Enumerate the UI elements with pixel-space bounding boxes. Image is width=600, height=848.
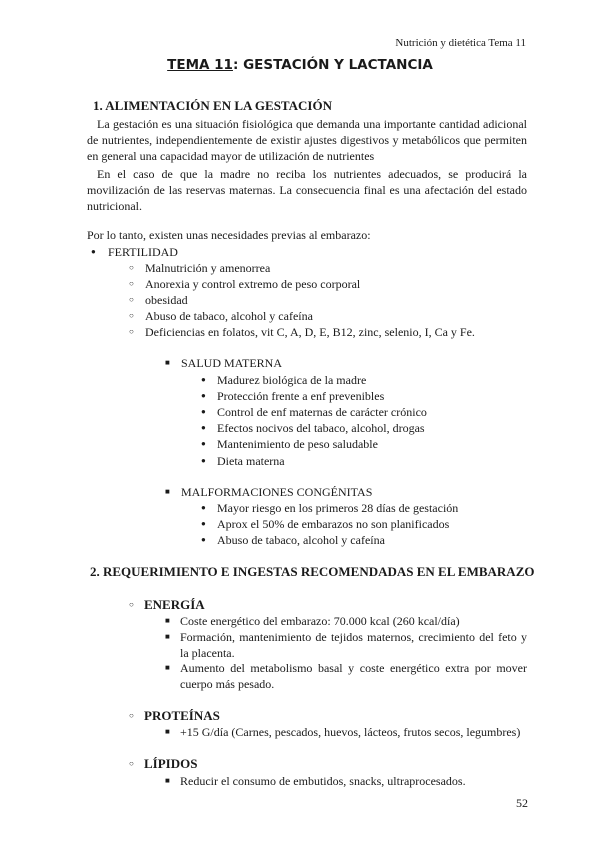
- list-item: Abuso de tabaco, alcohol y cafeína: [145, 309, 313, 323]
- square-bullet-icon: ■: [165, 487, 170, 496]
- disc-bullet-icon: ●: [91, 247, 96, 256]
- list-item: Efectos nocivos del tabaco, alcohol, drogas: [217, 421, 425, 435]
- list-item: Aprox el 50% de embarazos no son planificados: [217, 517, 450, 531]
- circle-bullet-icon: ○: [129, 327, 134, 336]
- list-item: Aumento del metabolismo basal y coste energético extra por mover cuerpo más pesado.: [180, 661, 527, 691]
- circle-bullet-icon: ○: [129, 279, 134, 288]
- circle-bullet-icon: ○: [129, 311, 134, 320]
- running-header: Nutrición y dietética Tema 11: [395, 37, 526, 49]
- disc-bullet-icon: ●: [201, 407, 206, 416]
- disc-bullet-icon: ●: [201, 391, 206, 400]
- list-label: SALUD MATERNA: [181, 356, 283, 370]
- square-bullet-icon: ■: [165, 776, 170, 785]
- paragraph: La gestación es una situación fisiológica que demanda una importante cantidad adicional de nutrientes, independientemente de existir ajustes digestivos y metabólicos que permiten en general una capacidad mayor de utilización de nutrientes: [87, 117, 527, 163]
- list-item: Anorexia y control extremo de peso corporal: [145, 277, 361, 291]
- section1-heading: 1. ALIMENTACIÓN EN LA GESTACIÓN: [93, 98, 332, 113]
- square-bullet-icon: ■: [165, 616, 170, 625]
- list-label: MALFORMACIONES CONGÉNITAS: [181, 485, 373, 499]
- list-item: Mantenimiento de peso saludable: [217, 437, 378, 451]
- list-item: Formación, mantenimiento de tejidos maternos, crecimiento del feto y la placenta.: [180, 630, 527, 660]
- circle-bullet-icon: ○: [129, 295, 134, 304]
- title-rest: : GESTACIÓN Y LACTANCIA: [232, 57, 433, 73]
- subsection-label: LÍPIDOS: [144, 756, 198, 771]
- list-item: Dieta materna: [217, 454, 285, 468]
- disc-bullet-icon: ●: [201, 535, 206, 544]
- circle-bullet-icon: ○: [129, 759, 134, 768]
- list-label: FERTILIDAD: [108, 245, 178, 259]
- page-number: 52: [516, 796, 528, 810]
- list-item: Mayor riesgo en los primeros 28 días de gestación: [217, 501, 459, 515]
- list-item: Protección frente a enf prevenibles: [217, 389, 385, 403]
- disc-bullet-icon: ●: [201, 519, 206, 528]
- circle-bullet-icon: ○: [129, 600, 134, 609]
- disc-bullet-icon: ●: [201, 503, 206, 512]
- paragraph: En el caso de que la madre no reciba los nutrientes adecuados, se producirá la movilización de las reservas maternas. La consecuencia final es una afectación del estado nutricional.: [87, 167, 527, 213]
- square-bullet-icon: ■: [165, 632, 170, 641]
- list-item: obesidad: [145, 293, 188, 307]
- list-item: Deficiencias en folatos, vit C, A, D, E, B12, zinc, selenio, I, Ca y Fe.: [145, 325, 475, 339]
- list-item: Malnutrición y amenorrea: [145, 261, 271, 275]
- square-bullet-icon: ■: [165, 663, 170, 672]
- subsection-label: ENERGÍA: [144, 597, 205, 612]
- list-item: Control de enf maternas de carácter crónico: [217, 405, 427, 419]
- list-item: Madurez biológica de la madre: [217, 373, 367, 387]
- circle-bullet-icon: ○: [129, 711, 134, 720]
- disc-bullet-icon: ●: [201, 456, 206, 465]
- subsection-label: PROTEÍNAS: [144, 708, 220, 723]
- title-prefix: TEMA 11: [167, 57, 233, 73]
- square-bullet-icon: ■: [165, 727, 170, 736]
- list-item: Reducir el consumo de embutidos, snacks, ultraprocesados.: [180, 774, 466, 788]
- intro-text: Por lo tanto, existen unas necesidades previas al embarazo:: [87, 228, 371, 242]
- list-item: Abuso de tabaco, alcohol y cafeína: [217, 533, 385, 547]
- circle-bullet-icon: ○: [129, 263, 134, 272]
- disc-bullet-icon: ●: [201, 423, 206, 432]
- section2-heading: 2. REQUERIMIENTO E INGESTAS RECOMENDADAS EN EL EMBARAZO: [90, 564, 535, 579]
- disc-bullet-icon: ●: [201, 439, 206, 448]
- list-item: Coste energético del embarazo: 70.000 kcal (260 kcal/día): [180, 614, 460, 628]
- disc-bullet-icon: ●: [201, 375, 206, 384]
- square-bullet-icon: ■: [165, 358, 170, 367]
- page-title: [0, 57, 600, 73]
- list-item: +15 G/día (Carnes, pescados, huevos, lácteos, frutos secos, legumbres): [180, 725, 521, 739]
